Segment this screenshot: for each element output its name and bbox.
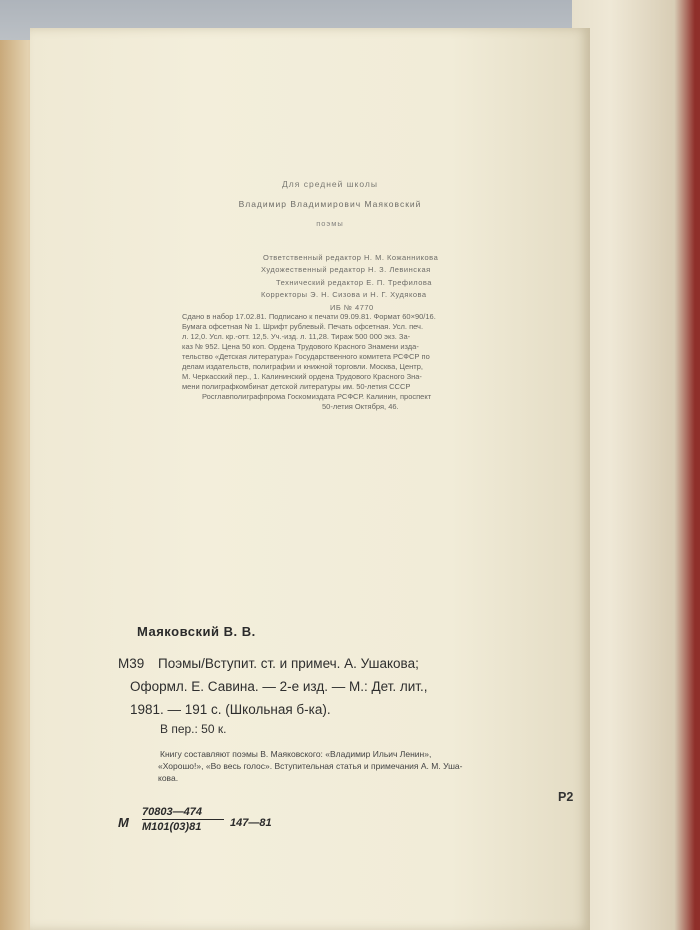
index-denominator: М101(03)81 — [142, 821, 202, 833]
index-letter: М — [118, 815, 129, 830]
credits-block — [210, 252, 510, 314]
imprint-block — [182, 312, 542, 412]
imprint-line: Бумага офсетная № 1. Шрифт рублевый. Печать офсетная. Усл. печ. — [182, 322, 424, 331]
imprint-line: мени полиграфкомбинат детской литературы им. 50-летия СССР — [182, 382, 411, 391]
ib-number: ИБ № 4770 — [330, 302, 374, 312]
credit-line: Ответственный редактор Н. М. Кожанникова — [263, 253, 439, 262]
catalog-line: Поэмы/Вступит. ст. и примеч. А. Ушакова; — [158, 656, 419, 671]
imprint-line: Сдано в набор 17.02.81. Подписано к печати 09.09.81. Формат 60×90/16. — [182, 312, 436, 321]
series-line: Для средней школы — [282, 179, 378, 189]
imprint-line: л. 12,0. Усл. кр.-отт. 12,5. Уч.-изд. л. 11,28. Тираж 500 000 экз. За- — [182, 332, 411, 341]
annotation-line: Книгу составляют поэмы В. Маяковского: «Владимир Ильич Ленин», — [160, 749, 432, 759]
annotation — [160, 748, 590, 784]
index-fraction — [142, 805, 224, 834]
index-tail: 147—81 — [230, 817, 272, 829]
credit-line: Художественный редактор Н. З. Левинская — [261, 265, 431, 275]
imprint-line: делам издательств, полиграфии и книжной торговли. Москва, Центр, — [182, 362, 423, 371]
book-cover-right — [572, 0, 700, 930]
annotation-line: «Хорошо!», «Во весь голос». Вступительная статья и примечания А. М. Уша- — [158, 761, 463, 771]
catalog-line: 1981. — 191 с. (Школьная б-ка). — [130, 702, 331, 717]
imprint-line: М. Черкасский пер., 1. Калининский ордена Трудового Красного Зна- — [182, 372, 422, 381]
title-line: поэмы — [316, 219, 344, 228]
index-numerator: 70803—474 — [142, 805, 224, 820]
catalog-line: Оформл. Е. Савина. — 2-е изд. — М.: Дет. лит., — [130, 679, 428, 694]
catalog-code: М39 — [118, 656, 145, 671]
imprint-line: 50-летия Октября, 46. — [322, 402, 399, 411]
credit-line: Корректоры Э. Н. Сизова и Н. Г. Худякова — [261, 290, 427, 300]
imprint-line: каз № 952. Цена 50 коп. Ордена Трудового Красного Знамени изда- — [182, 342, 419, 351]
credit-line: Технический редактор Е. П. Трефилова — [276, 277, 432, 287]
annotation-line: кова. — [158, 773, 179, 783]
imprint-line: Росглавполиграфпрома Госкомиздата РСФСР. Калинин, проспект — [202, 392, 432, 401]
author-line: Владимир Владимирович Маяковский — [238, 199, 422, 209]
book-page — [30, 28, 590, 930]
classification-mark: Р2 — [558, 790, 574, 804]
catalog-description — [118, 652, 588, 721]
price: В пер.: 50 к. — [160, 722, 227, 736]
imprint-line: тельство «Детская литература» Государственного комитета РСФСР по — [182, 352, 430, 361]
catalog-author: Маяковский В. В. — [137, 624, 256, 639]
